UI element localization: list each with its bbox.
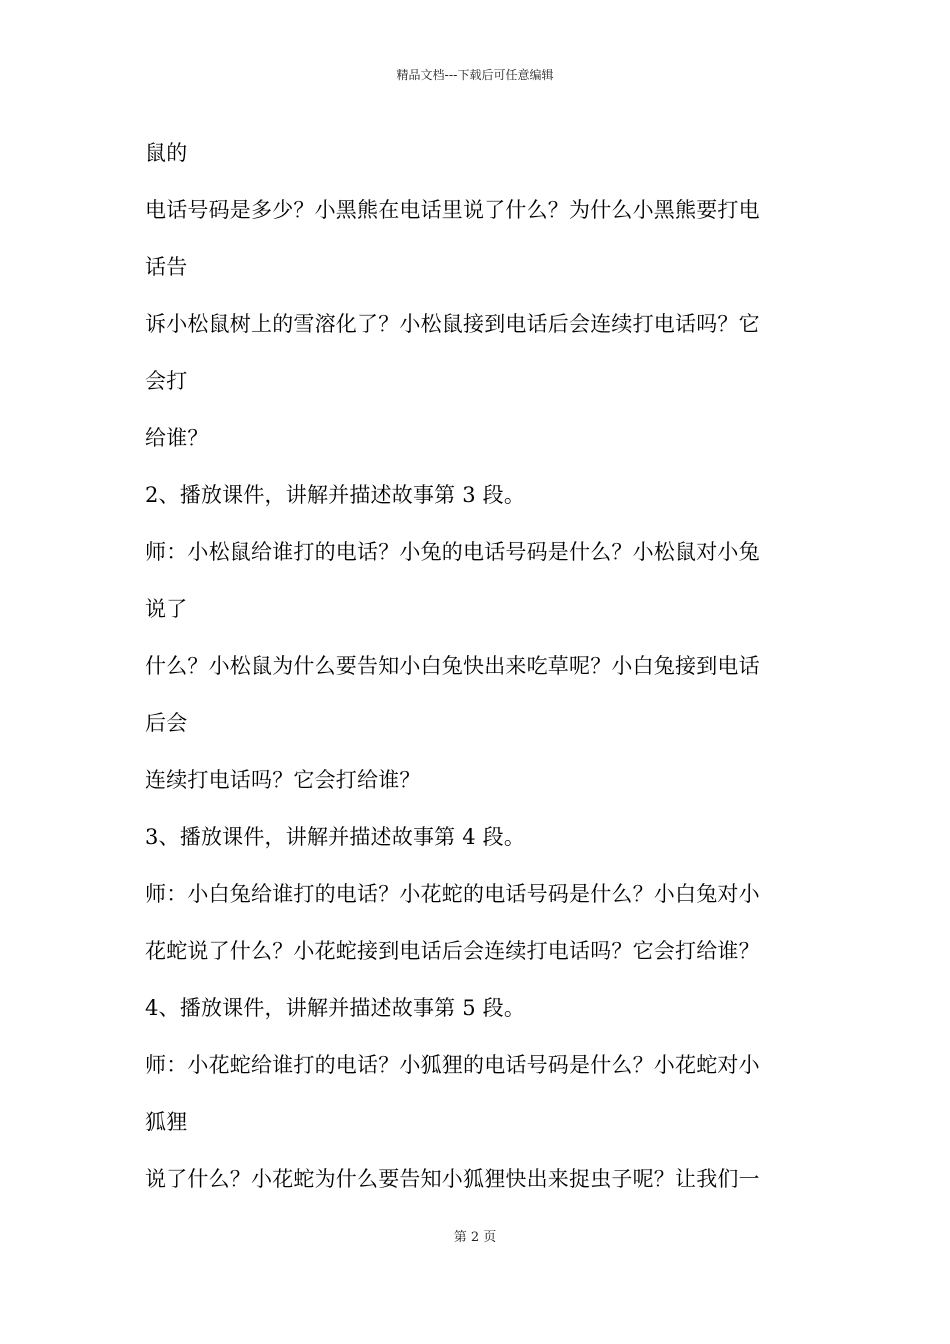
text-line: 2、播放课件，讲解并描述故事第 3 段。 <box>145 483 526 507</box>
document-body <box>145 130 815 1213</box>
text-line: 什么？小松鼠为什么要告知小白兔快出来吃草呢？小白兔接到电话 <box>145 654 760 678</box>
text-line: 师：小花蛇给谁打的电话？小狐狸的电话号码是什么？小花蛇对小 <box>145 1053 760 1077</box>
text-line: 后会 <box>145 711 188 735</box>
text-line: 师：小白兔给谁打的电话？小花蛇的电话号码是什么？小白兔对小 <box>145 882 760 906</box>
text-line: 说了什么？小花蛇为什么要告知小狐狸快出来捉虫子呢？让我们一 <box>145 1167 760 1191</box>
text-line: 诉小松鼠树上的雪溶化了？小松鼠接到电话后会连续打电话吗？它 <box>145 312 760 336</box>
text-line: 会打 <box>145 369 188 393</box>
text-line: 鼠的 <box>145 141 188 165</box>
text-line: 说了 <box>145 597 188 621</box>
text-line: 给谁？ <box>145 426 209 450</box>
text-line: 师：小松鼠给谁打的电话？小兔的电话号码是什么？小松鼠对小兔 <box>145 540 760 564</box>
text-line: 3、播放课件，讲解并描述故事第 4 段。 <box>145 825 526 849</box>
text-line: 连续打电话吗？它会打给谁？ <box>145 768 421 792</box>
page-number: 第 2 页 <box>453 1230 497 1245</box>
text-line: 话告 <box>145 255 188 279</box>
text-line: 4、播放课件，讲解并描述故事第 5 段。 <box>145 996 526 1020</box>
page-header: 精品文档---下载后可任意编辑 <box>396 68 554 82</box>
text-line: 电话号码是多少？小黑熊在电话里说了什么？为什么小黑熊要打电 <box>145 198 760 222</box>
text-line: 花蛇说了什么？小花蛇接到电话后会连续打电话吗？它会打给谁？ <box>145 939 760 963</box>
text-line: 狐狸 <box>145 1110 188 1134</box>
